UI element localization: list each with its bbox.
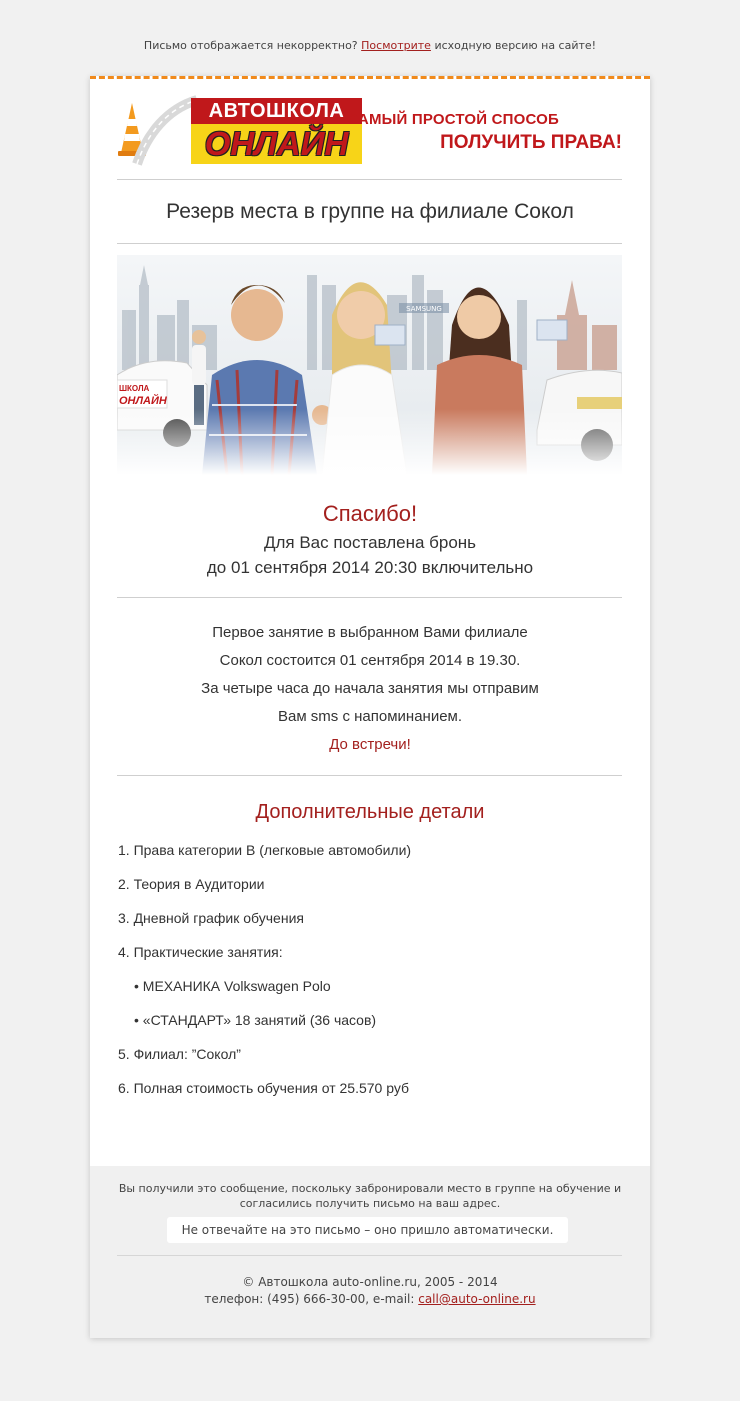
page-title: Резерв места в группе на филиале Сокол [166, 200, 574, 223]
list-item: 5. Филиал: ”Сокол” [118, 1046, 241, 1062]
footer-reason: Вы получили это сообщение, поскольку забронировали место в группе на обучение и согласились получить письмо на ваш адрес. [118, 1182, 622, 1210]
preheader-text: Письмо отображается некорректно? [143, 39, 358, 52]
header-logo[interactable] [117, 94, 622, 166]
divider [117, 243, 622, 244]
hero-banner-image [117, 255, 622, 475]
first-lesson-info [90, 619, 650, 759]
details-list [118, 841, 598, 1113]
info-line: Первое занятие в выбранном Вами филиале [212, 624, 528, 641]
contact-line [90, 1291, 650, 1308]
booking-info [90, 530, 650, 580]
logo-line2: ОНЛАЙН [191, 124, 362, 164]
see-you-text: До встречи! [329, 736, 411, 753]
list-item: 1. Права категории В (легковые автомобили) [118, 842, 412, 858]
logo-line1: АВТОШКОЛА [191, 98, 362, 124]
thanks-heading: Спасибо! [322, 501, 418, 526]
list-item: 6. Полная стоимость обучения от 25.570 руб [118, 1080, 410, 1096]
preheader [0, 39, 740, 52]
logo [191, 98, 362, 164]
divider [117, 179, 622, 180]
info-line: За четыре часа до начала занятия мы отправим [201, 680, 539, 697]
copyright: © Автошкола auto-online.ru, 2005 - 2014 [242, 1275, 498, 1289]
list-subitem: • «СТАНДАРТ» 18 занятий (36 часов) [134, 1012, 377, 1028]
info-line: Вам sms с напоминанием. [277, 708, 463, 725]
footer-contacts [90, 1274, 650, 1308]
divider [117, 597, 622, 598]
details-heading: Дополнительные детали [255, 801, 485, 823]
divider [117, 1255, 622, 1256]
email-link[interactable]: call@auto-online.ru [418, 1292, 536, 1306]
email-footer [90, 1166, 650, 1338]
view-online-link[interactable]: Посмотрите [361, 39, 431, 52]
booking-line: Для Вас поставлена бронь [263, 533, 477, 552]
list-item: 2. Теория в Аудитории [118, 876, 265, 892]
road-swoosh-icon [127, 94, 197, 166]
list-item: 3. Дневной график обучения [118, 910, 304, 926]
slogan-line2: ПОЛУЧИТЬ ПРАВА! [440, 132, 622, 153]
no-reply-notice: Не отвечайте на это письмо – оно пришло автоматически. [167, 1217, 568, 1243]
preheader-text-after: исходную версию на сайте! [434, 39, 597, 52]
list-subitem: • МЕХАНИКА Volkswagen Polo [134, 978, 331, 994]
slogan-line1: САМЫЙ ПРОСТОЙ СПОСОБ [347, 111, 559, 128]
list-item: 4. Практические занятия: [118, 944, 283, 960]
info-line: Сокол состоится 01 сентября 2014 в 19.30. [219, 652, 521, 669]
divider [117, 775, 622, 776]
contact-text: телефон: (495) 666-30-00, e-mail: [204, 1292, 415, 1306]
email-card [90, 76, 650, 1338]
booking-deadline: до 01 сентября 2014 20:30 включительно [206, 558, 534, 577]
